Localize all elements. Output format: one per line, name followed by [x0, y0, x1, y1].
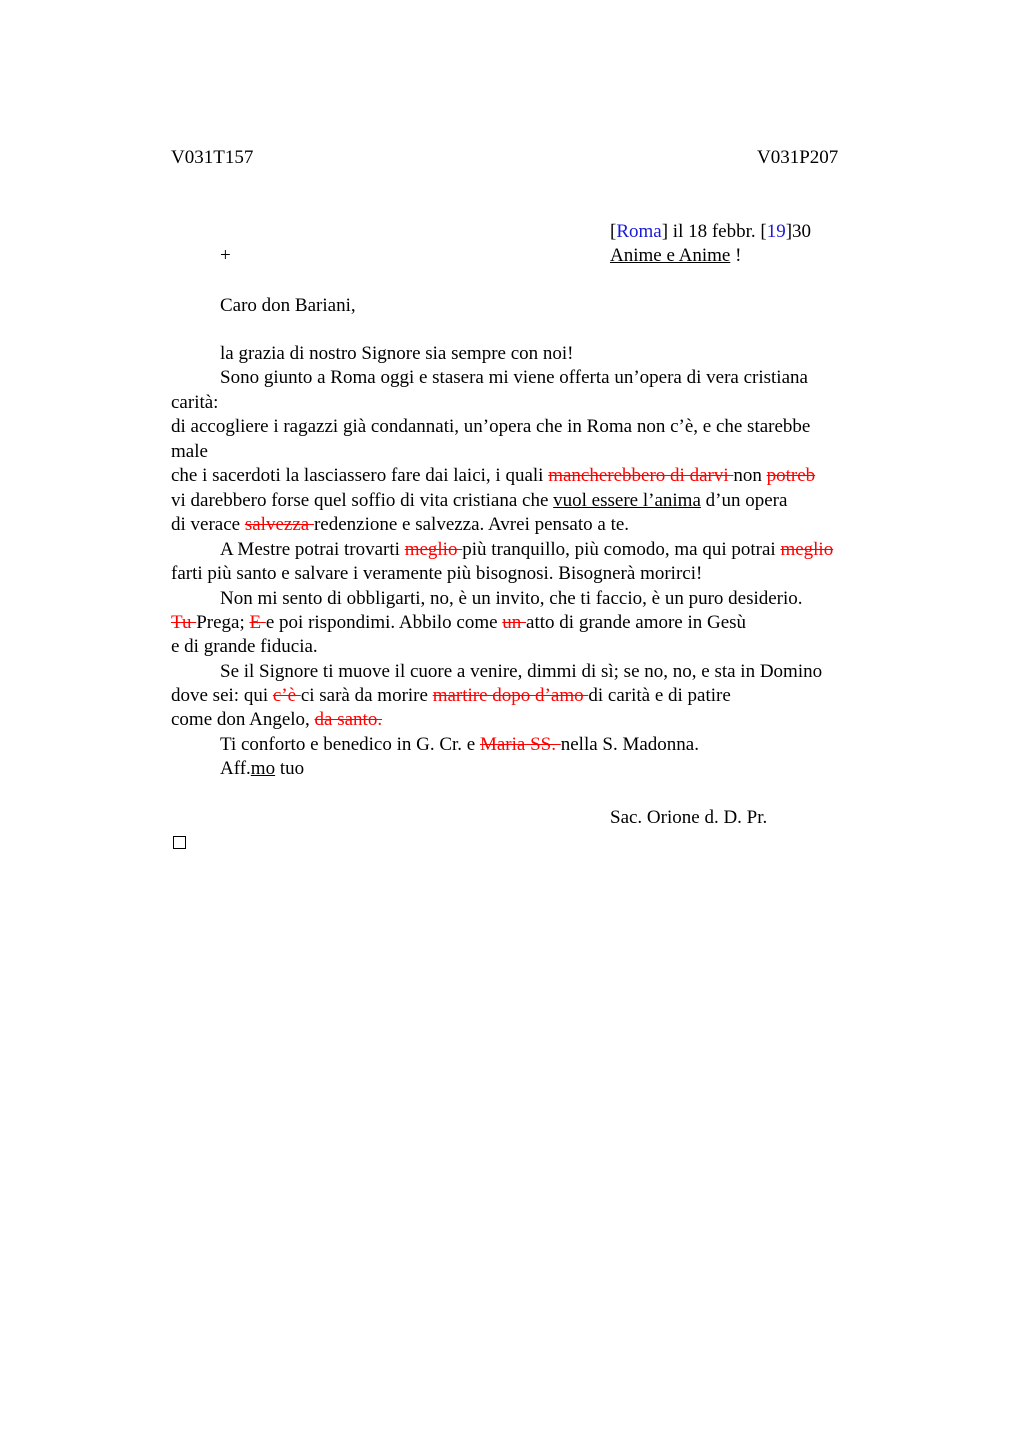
letter-line-6 — [171, 464, 815, 488]
deleted-text: meglio — [780, 539, 834, 560]
text-run: vi darebbero forse quel soffio di vita cristiana che — [171, 490, 554, 511]
deleted-text: Maria SS. — [479, 734, 561, 755]
motto-suffix: ! — [730, 245, 742, 266]
text-run: dove sei: qui — [171, 685, 273, 706]
closing — [220, 757, 304, 781]
text-run: Aff. — [220, 758, 251, 779]
deleted-text: da santo. — [314, 709, 383, 730]
text-run: e poi rispondimi. Abbilo come — [265, 612, 503, 633]
text-run: atto di grande amore in Gesù — [526, 612, 747, 633]
letter-line-11: Non mi sento di obbligarti, no, è un invito, che ti faccio, è un puro desiderio. — [220, 588, 803, 609]
dateline-place: Roma — [616, 221, 662, 242]
motto — [610, 244, 741, 268]
motto-text: Anime e Anime — [610, 245, 731, 266]
letter-line-1: la grazia di nostro Signore sia sempre con noi! — [220, 343, 574, 364]
underlined-text: mo — [250, 758, 276, 779]
deleted-text: meglio — [404, 539, 463, 560]
salutation: Caro don Bariani, — [220, 295, 356, 316]
dateline-bracket: [ — [610, 221, 617, 242]
text-run: Ti conforto e benedico in G. Cr. e — [220, 734, 480, 755]
dateline-date: ] il 18 febbr. [ — [661, 221, 767, 242]
text-run: Prega; — [196, 612, 250, 633]
letter-line-15 — [171, 684, 731, 708]
letter-line-10: farti più santo e salvare i veramente più bisognosi. Bisognerà morirci! — [171, 563, 703, 584]
deleted-text: un — [502, 612, 527, 633]
signature: Sac. Orione d. D. Pr. — [610, 807, 768, 828]
text-run: più tranquillo, più comodo, ma qui potrai — [462, 539, 781, 560]
letter-line-9 — [220, 538, 833, 562]
letter-line-8 — [171, 513, 629, 537]
end-box-icon — [173, 836, 186, 851]
letter-line-5: male — [171, 441, 208, 462]
deleted-text: martire dopo d’amo — [432, 685, 589, 706]
text-run: redenzione e salvezza. Avrei pensato a te. — [313, 514, 630, 535]
letter-line-3: carità: — [171, 392, 219, 413]
text-run: d’un opera — [700, 490, 788, 511]
letter-line-17 — [220, 733, 699, 757]
text-run: A Mestre potrai trovarti — [220, 539, 405, 560]
letter-line-13: e di grande fiducia. — [171, 636, 318, 657]
text-run: come don Angelo, — [171, 709, 315, 730]
text-run: ci sarà da morire — [300, 685, 433, 706]
text-run: tuo — [275, 758, 305, 779]
letter-line-4: di accogliere i ragazzi già condannati, un’opera che in Roma non c’è, e che starebbe — [171, 416, 811, 437]
dateline — [610, 220, 811, 244]
deleted-text: mancherebbero di darvi — [548, 465, 734, 486]
cross-symbol: + — [220, 245, 231, 266]
document-code-right: V031P207 — [757, 147, 839, 168]
letter-line-14: Se il Signore ti muove il cuore a venire, dimmi di sì; se no, no, e sta in Domino — [220, 661, 823, 682]
letter-line-7 — [171, 489, 787, 513]
deleted-text: E — [249, 612, 266, 633]
text-run: che i sacerdoti la lasciassero fare dai laici, i quali — [171, 465, 549, 486]
letter-line-16 — [171, 708, 382, 732]
text-run: di carità e di patire — [588, 685, 731, 706]
letter-line-12 — [171, 611, 746, 635]
document-code-left: V031T157 — [171, 147, 254, 168]
letter-line-2: Sono giunto a Roma oggi e stasera mi viene offerta un’opera di vera cristiana — [220, 367, 808, 388]
deleted-text: potreb — [766, 465, 816, 486]
deleted-text: Tu — [171, 612, 197, 633]
deleted-text: salvezza — [244, 514, 314, 535]
underlined-text: vuol essere l’anima — [553, 490, 701, 511]
text-run: di verace — [171, 514, 245, 535]
text-run: non — [733, 465, 767, 486]
deleted-text: c’è — [272, 685, 301, 706]
dateline-year-suffix: ]30 — [785, 221, 812, 242]
dateline-year-prefix: 19 — [766, 221, 786, 242]
text-run: nella S. Madonna. — [560, 734, 699, 755]
